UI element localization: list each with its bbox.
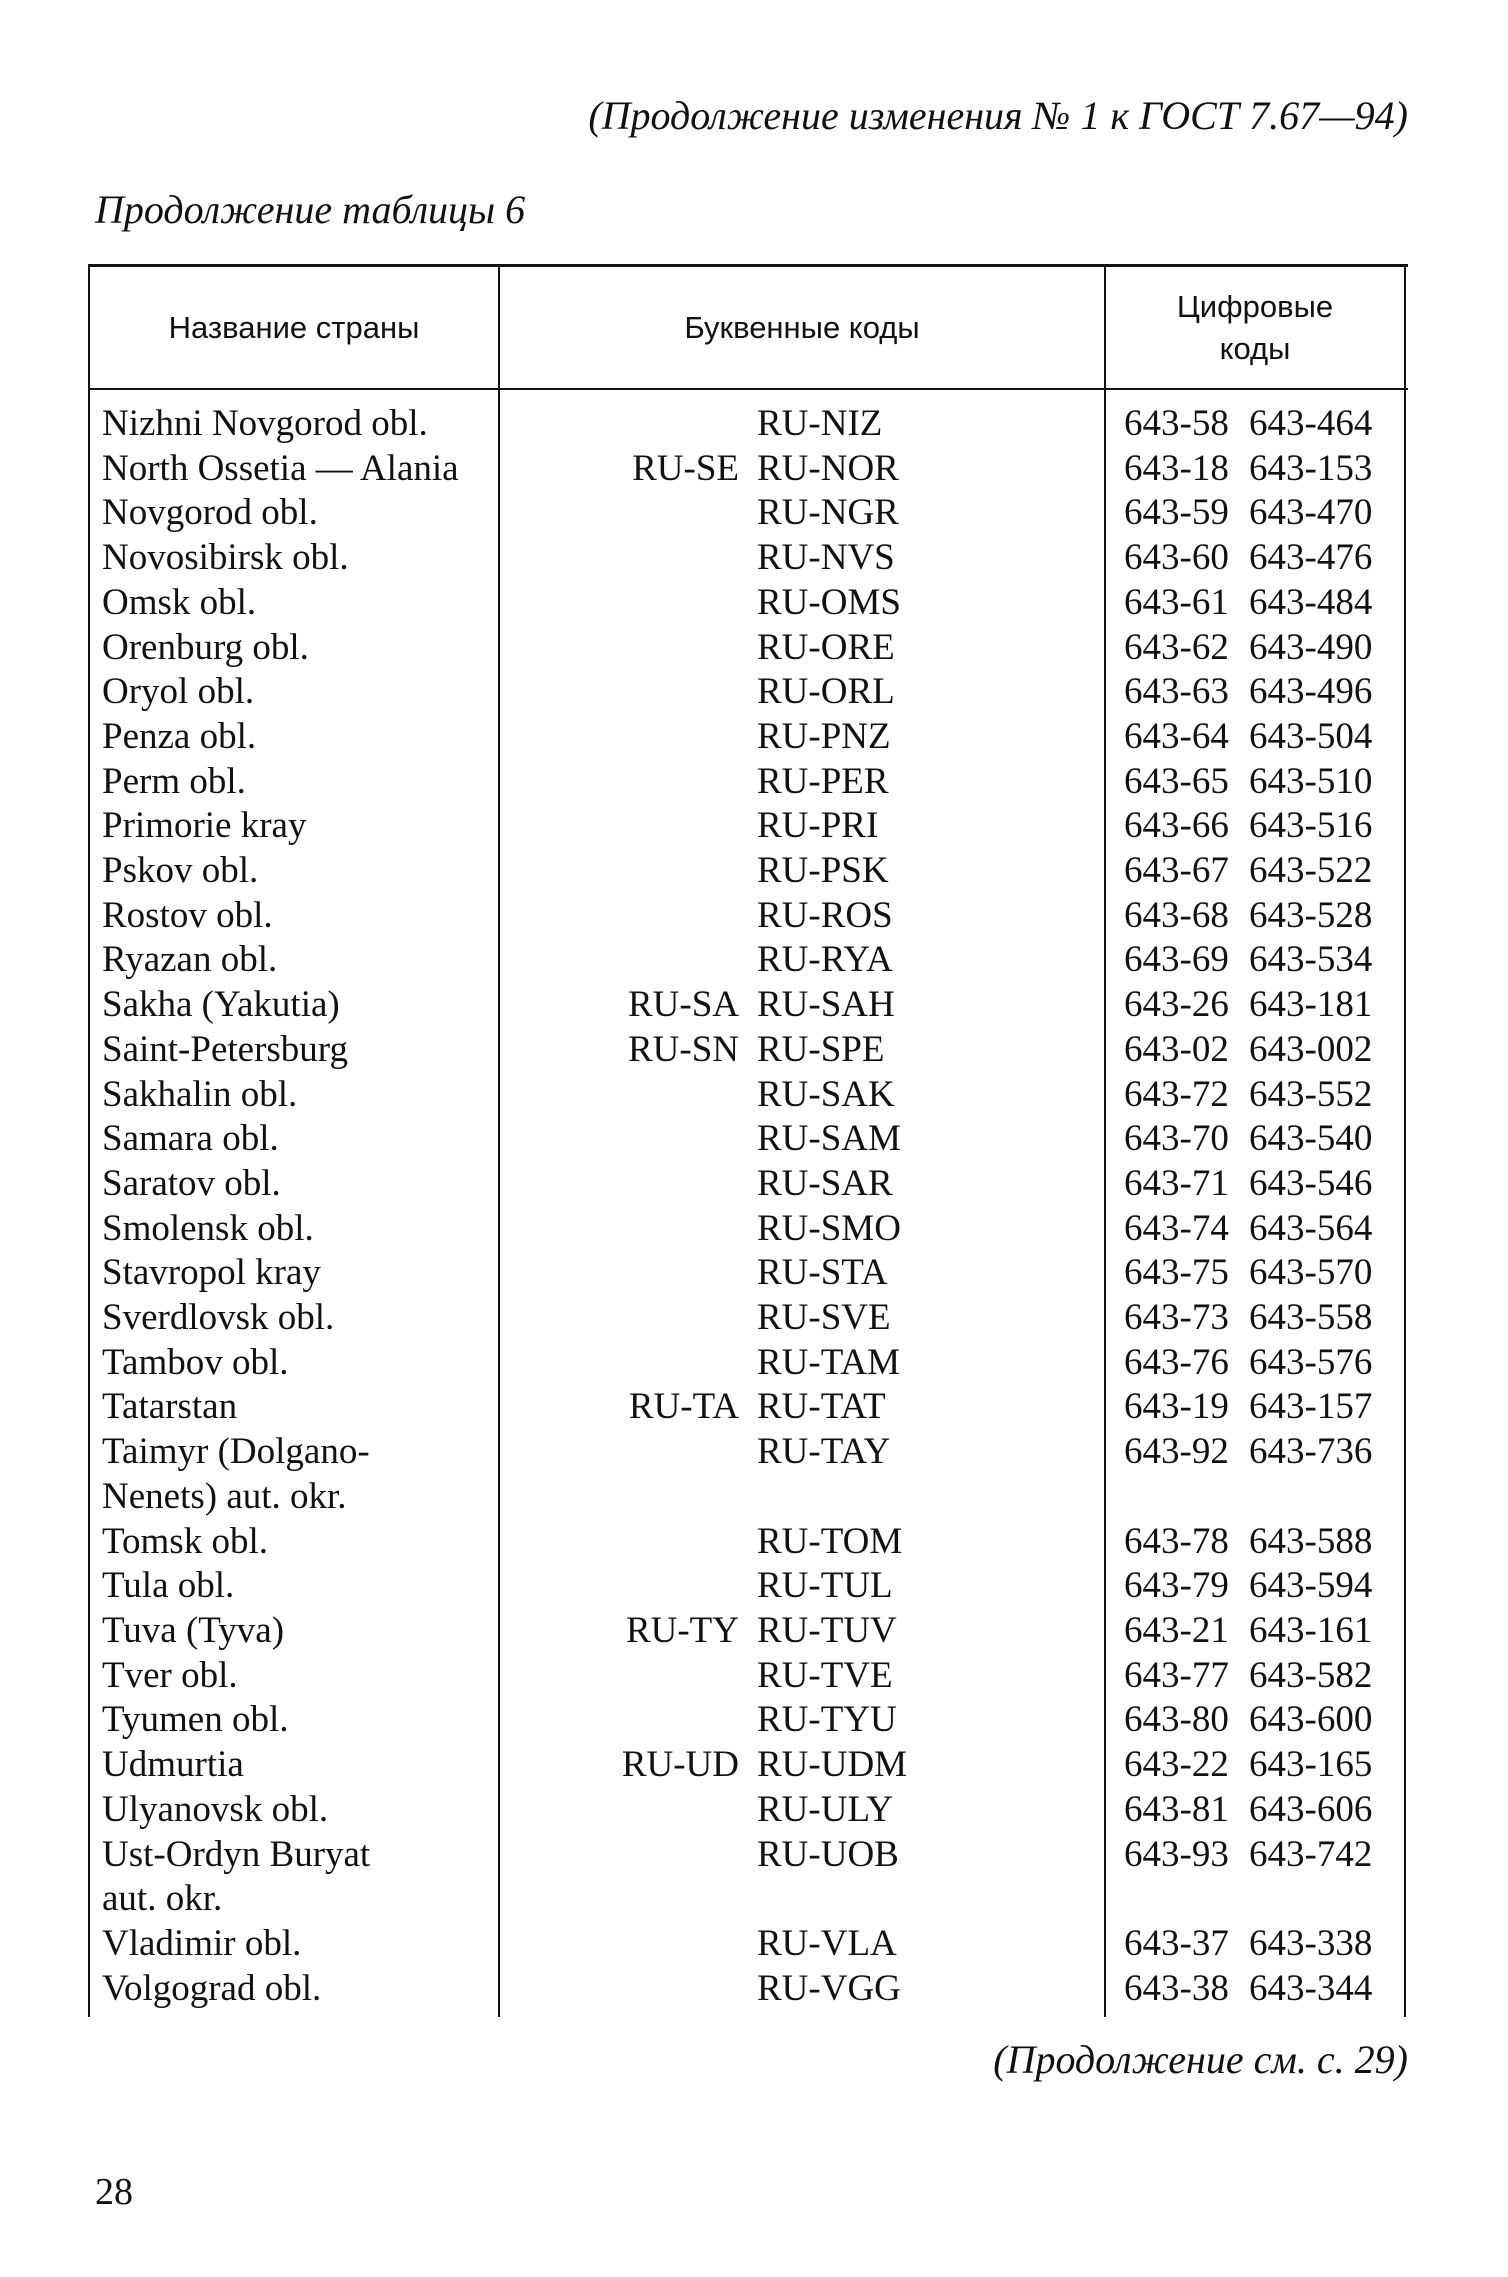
numeric-code-2: 643-564 [1249, 1207, 1373, 1249]
country-name: Udmurtia [102, 1744, 244, 1786]
alpha-code-2 [498, 1564, 753, 1609]
alpha-code-2 [498, 1698, 753, 1743]
alpha-code-2 [498, 1475, 753, 1520]
country-name: Ulyanovsk obl. [102, 1788, 329, 1830]
numeric-code-2: 643-588 [1249, 1520, 1373, 1562]
alpha-code-3: RU-ULY [757, 1788, 894, 1830]
table-row [88, 715, 1408, 760]
numeric-codes [1104, 1117, 1404, 1162]
alpha-code-3: RU-TUV [757, 1609, 897, 1651]
alpha-code-2 [498, 1117, 753, 1162]
table-subtitle: Продолжение таблицы 6 [95, 187, 526, 232]
numeric-codes [1104, 1296, 1404, 1341]
table-row [88, 1341, 1408, 1386]
alpha-code-2 [498, 1207, 753, 1252]
alpha-code-2 [498, 402, 753, 447]
alpha-code-2 [498, 581, 753, 626]
table-row [88, 938, 1408, 983]
numeric-code-1: 643-37 [1124, 1922, 1229, 1964]
table-row [88, 1296, 1408, 1341]
alpha-codes [498, 1654, 1104, 1699]
country-name: Omsk obl. [102, 581, 257, 623]
table-row [88, 760, 1408, 805]
country-name: Oryol obl. [102, 671, 255, 713]
numeric-code-2: 643-546 [1249, 1162, 1373, 1204]
numeric-codes [1104, 1073, 1404, 1118]
table-row [88, 894, 1408, 939]
alpha-codes [498, 1877, 1104, 1922]
numeric-code-2: 643-552 [1249, 1073, 1373, 1115]
alpha-code-2 [498, 1922, 753, 1967]
alpha-code-3: RU-TUL [757, 1565, 893, 1607]
alpha-code-2: RU-TY [625, 1609, 739, 1651]
numeric-code-1: 643-76 [1124, 1341, 1229, 1383]
numeric-codes [1104, 1743, 1404, 1788]
table-row [88, 1967, 1408, 2012]
numeric-code-1: 643-69 [1124, 939, 1229, 981]
table-row [88, 1520, 1408, 1565]
table-row [88, 1251, 1408, 1296]
numeric-codes [1104, 402, 1404, 447]
numeric-codes [1104, 1922, 1404, 1967]
continuation-header: (Продолжение изменения № 1 к ГОСТ 7.67—94) [588, 93, 1408, 138]
numeric-code-1: 643-93 [1124, 1833, 1229, 1875]
table-row [88, 983, 1408, 1028]
numeric-codes [1104, 491, 1404, 536]
table-row [88, 1073, 1408, 1118]
numeric-codes [1104, 1028, 1404, 1073]
numeric-code-2: 643-338 [1249, 1922, 1373, 1964]
numeric-code-2: 643-600 [1249, 1699, 1373, 1741]
numeric-code-2: 643-504 [1249, 715, 1373, 757]
alpha-codes [498, 894, 1104, 939]
alpha-code-3: RU-SPE [757, 1028, 885, 1070]
alpha-code-3: RU-RYA [757, 939, 893, 981]
alpha-code-3: RU-TAT [757, 1386, 886, 1428]
alpha-code-2: RU-UD [621, 1744, 739, 1786]
numeric-codes [1104, 1207, 1404, 1252]
alpha-code-2 [498, 626, 753, 671]
alpha-code-2 [498, 1654, 753, 1699]
alpha-code-2 [498, 1833, 753, 1878]
column-header-numeric-codes [1106, 267, 1404, 388]
country-name: Volgograd obl. [102, 1967, 322, 2009]
numeric-code-1: 643-81 [1124, 1788, 1229, 1830]
alpha-code-3: RU-PRI [757, 805, 879, 847]
numeric-code-2: 643-002 [1249, 1028, 1373, 1070]
country-name: Ryazan obl. [102, 939, 278, 981]
alpha-codes [498, 447, 1104, 492]
numeric-code-1: 643-22 [1124, 1744, 1229, 1786]
numeric-code-2: 643-736 [1249, 1431, 1373, 1473]
table-row [88, 849, 1408, 894]
numeric-codes [1104, 849, 1404, 894]
alpha-codes [498, 1967, 1104, 2012]
numeric-code-1: 643-67 [1124, 850, 1229, 892]
numeric-codes [1104, 1654, 1404, 1699]
numeric-code-2: 643-576 [1249, 1341, 1373, 1383]
country-name: Primorie kray [102, 805, 307, 847]
alpha-code-2 [498, 849, 753, 894]
alpha-code-3: RU-NIZ [757, 403, 883, 444]
page-number: 28 [95, 2171, 133, 2213]
numeric-codes [1104, 1520, 1404, 1565]
numeric-code-2: 643-742 [1249, 1833, 1373, 1875]
numeric-codes [1104, 1430, 1404, 1475]
table-row [88, 1698, 1408, 1743]
numeric-codes [1104, 1609, 1404, 1654]
alpha-codes [498, 626, 1104, 671]
alpha-codes [498, 1922, 1104, 1967]
alpha-code-3: RU-VGG [757, 1967, 901, 2009]
table-row [88, 626, 1408, 671]
alpha-code-2 [498, 1073, 753, 1118]
table-row [88, 1430, 1408, 1475]
country-name: Sverdlovsk obl. [102, 1297, 335, 1339]
numeric-code-1: 643-58 [1124, 403, 1229, 444]
country-name: Saratov obl. [102, 1162, 281, 1204]
numeric-code-2: 643-522 [1249, 850, 1373, 892]
numeric-code-1: 643-61 [1124, 581, 1229, 623]
country-name: Sakhalin obl. [102, 1073, 298, 1115]
country-name: Tuva (Tyva) [102, 1609, 285, 1651]
alpha-code-3: RU-ORL [757, 671, 895, 713]
table-row [88, 581, 1408, 626]
country-name: Tyumen obl. [102, 1699, 289, 1741]
numeric-code-2: 643-470 [1249, 492, 1373, 534]
alpha-codes [498, 1207, 1104, 1252]
alpha-code-3: RU-TAM [757, 1341, 900, 1383]
numeric-code-2: 643-540 [1249, 1118, 1373, 1160]
alpha-code-2 [498, 760, 753, 805]
numeric-code-2: 643-157 [1249, 1386, 1373, 1428]
alpha-code-2 [498, 1788, 753, 1833]
numeric-code-2: 643-570 [1249, 1252, 1373, 1294]
alpha-code-3: RU-SMO [757, 1207, 901, 1249]
alpha-code-2 [498, 1296, 753, 1341]
country-name: Samara obl. [102, 1118, 279, 1160]
alpha-code-3 [753, 1475, 1104, 1520]
numeric-code-1: 643-72 [1124, 1073, 1229, 1115]
alpha-codes [498, 983, 1104, 1028]
alpha-code-3: RU-STA [757, 1252, 888, 1294]
numeric-code-1: 643-63 [1124, 671, 1229, 713]
numeric-code-1: 643-18 [1124, 447, 1229, 489]
alpha-code-2: RU-SN [627, 1028, 739, 1070]
alpha-code-3 [753, 1877, 1104, 1922]
numeric-code-2: 643-606 [1249, 1788, 1373, 1830]
numeric-codes [1104, 760, 1404, 805]
country-name: Sakha (Yakutia) [102, 984, 340, 1026]
table-row [88, 1877, 1408, 1922]
country-name: Penza obl. [102, 715, 257, 757]
table-row [88, 402, 1408, 447]
numeric-codes [1104, 1967, 1404, 2012]
alpha-codes [498, 1296, 1104, 1341]
numeric-code-1: 643-19 [1124, 1386, 1229, 1428]
numeric-code-2: 643-490 [1249, 626, 1373, 668]
alpha-codes [498, 1162, 1104, 1207]
numeric-codes [1104, 1251, 1404, 1296]
numeric-code-1: 643-26 [1124, 984, 1229, 1026]
table-row [88, 1922, 1408, 1967]
alpha-codes [498, 1609, 1104, 1654]
table-row [88, 491, 1408, 536]
country-codes-table [88, 264, 1408, 2017]
alpha-code-3: RU-PER [757, 760, 889, 802]
numeric-code-1: 643-68 [1124, 894, 1229, 936]
column-header-country: Название страны [168, 309, 420, 345]
alpha-code-2: RU-TA [628, 1386, 739, 1428]
numeric-code-2: 643-464 [1249, 403, 1373, 444]
numeric-codes [1104, 715, 1404, 760]
alpha-code-3: RU-PSK [757, 850, 889, 892]
numeric-code-1: 643-66 [1124, 805, 1229, 847]
alpha-codes [498, 1475, 1104, 1520]
country-name: Smolensk obl. [102, 1207, 314, 1249]
numeric-code-1: 643-80 [1124, 1699, 1229, 1741]
numeric-code-2: 643-161 [1249, 1609, 1373, 1651]
alpha-code-3: RU-NGR [757, 492, 899, 534]
alpha-code-3: RU-TYU [757, 1699, 897, 1741]
numeric-codes [1104, 1385, 1404, 1430]
numeric-code-2: 643-476 [1249, 537, 1373, 579]
table-row [88, 1117, 1408, 1162]
alpha-code-3: RU-NVS [757, 537, 895, 579]
table-row [88, 1162, 1408, 1207]
alpha-code-3: RU-PNZ [757, 715, 891, 757]
table-row [88, 1788, 1408, 1833]
numeric-code-1: 643-73 [1124, 1297, 1229, 1339]
table-row [88, 447, 1408, 492]
table-row [88, 804, 1408, 849]
numeric-code-1: 643-74 [1124, 1207, 1229, 1249]
numeric-code-1: 643-38 [1124, 1967, 1229, 2009]
alpha-code-2 [498, 1162, 753, 1207]
alpha-code-2 [498, 804, 753, 849]
numeric-codes [1104, 938, 1404, 983]
alpha-codes [498, 402, 1104, 447]
alpha-code-3: RU-TVE [757, 1654, 893, 1696]
country-name: Tatarstan [102, 1386, 238, 1428]
alpha-code-2: RU-SE [632, 447, 739, 489]
numeric-codes [1104, 804, 1404, 849]
numeric-codes [1104, 447, 1404, 492]
country-name: Taimyr (Dolgano- [102, 1431, 370, 1473]
numeric-code-2: 643-558 [1249, 1297, 1373, 1339]
column-header-numeric-codes-text: Цифровые коды [1176, 288, 1334, 366]
alpha-code-3: RU-ORE [757, 626, 895, 668]
numeric-codes [1104, 1877, 1404, 1922]
alpha-codes [498, 760, 1104, 805]
numeric-code-2: 643-496 [1249, 671, 1373, 713]
numeric-code-1: 643-62 [1124, 626, 1229, 668]
header-rule [88, 388, 1408, 390]
country-name: Ust-Ordyn Buryat [102, 1833, 371, 1875]
alpha-codes [498, 938, 1104, 983]
numeric-codes [1104, 1564, 1404, 1609]
numeric-code-2: 643-516 [1249, 805, 1373, 847]
numeric-codes [1104, 1341, 1404, 1386]
alpha-codes [498, 1117, 1104, 1162]
alpha-code-3: RU-UOB [757, 1833, 899, 1875]
alpha-code-2 [498, 1341, 753, 1386]
alpha-code-3: RU-SAM [757, 1118, 901, 1160]
numeric-code-1: 643-92 [1124, 1431, 1229, 1473]
numeric-code-1: 643-70 [1124, 1118, 1229, 1160]
country-name: Perm obl. [102, 760, 246, 802]
alpha-code-3: RU-SAR [757, 1162, 893, 1204]
numeric-code-1: 643-21 [1124, 1609, 1229, 1651]
alpha-codes [498, 1385, 1104, 1430]
country-name: Nizhni Novgorod obl. [102, 403, 428, 444]
alpha-code-3: RU-SVE [757, 1297, 891, 1339]
numeric-code-2: 643-534 [1249, 939, 1373, 981]
alpha-codes [498, 1833, 1104, 1878]
numeric-codes [1104, 670, 1404, 715]
country-name: Tomsk obl. [102, 1520, 268, 1562]
alpha-code-3: RU-TOM [757, 1520, 903, 1562]
alpha-code-2: RU-SA [627, 984, 739, 1026]
table-row [88, 1385, 1408, 1430]
column-header-alpha-codes: Буквенные коды [684, 309, 920, 345]
numeric-code-2: 643-510 [1249, 760, 1373, 802]
numeric-code-2: 643-528 [1249, 894, 1373, 936]
numeric-code-2: 643-582 [1249, 1654, 1373, 1696]
alpha-code-2 [498, 536, 753, 581]
alpha-codes [498, 849, 1104, 894]
table-row [88, 1564, 1408, 1609]
alpha-codes [498, 581, 1104, 626]
alpha-code-2 [498, 938, 753, 983]
numeric-code-1: 643-59 [1124, 492, 1229, 534]
numeric-code-2: 643-153 [1249, 447, 1373, 489]
numeric-codes [1104, 1162, 1404, 1207]
numeric-codes [1104, 894, 1404, 939]
alpha-codes [498, 1788, 1104, 1833]
continuation-footer: (Продолжение см. с. 29) [993, 2037, 1408, 2082]
alpha-code-2 [498, 1967, 753, 2012]
country-name: Pskov obl. [102, 850, 259, 892]
numeric-code-1: 643-79 [1124, 1565, 1229, 1607]
table-row [88, 1654, 1408, 1699]
alpha-codes [498, 715, 1104, 760]
alpha-code-3: RU-SAK [757, 1073, 895, 1115]
alpha-codes [498, 1028, 1104, 1073]
alpha-codes [498, 670, 1104, 715]
numeric-code-1: 643-02 [1124, 1028, 1229, 1070]
country-name: Vladimir obl. [102, 1922, 302, 1964]
country-name: Tula obl. [102, 1565, 235, 1607]
table-row [88, 1833, 1408, 1878]
alpha-code-3: RU-VLA [757, 1922, 897, 1964]
alpha-codes [498, 1564, 1104, 1609]
alpha-code-2 [498, 1251, 753, 1296]
alpha-codes [498, 536, 1104, 581]
country-name: Saint-Petersburg [102, 1028, 348, 1070]
numeric-code-1: 643-75 [1124, 1252, 1229, 1294]
country-name: Tambov obl. [102, 1341, 289, 1383]
alpha-code-2 [498, 1520, 753, 1565]
alpha-codes [498, 1743, 1104, 1788]
table-row [88, 1475, 1408, 1520]
country-name: Novgorod obl. [102, 492, 318, 534]
alpha-code-2 [498, 491, 753, 536]
alpha-code-2 [498, 715, 753, 760]
alpha-codes [498, 1520, 1104, 1565]
numeric-code-2: 643-344 [1249, 1967, 1373, 2009]
numeric-codes [1104, 983, 1404, 1028]
numeric-code-2: 643-165 [1249, 1744, 1373, 1786]
numeric-code-1: 643-77 [1124, 1654, 1229, 1696]
alpha-codes [498, 804, 1104, 849]
numeric-code-1: 643-65 [1124, 760, 1229, 802]
table-row [88, 1028, 1408, 1073]
numeric-code-2: 643-594 [1249, 1565, 1373, 1607]
country-name: Stavropol kray [102, 1252, 321, 1294]
numeric-code-2: 643-484 [1249, 581, 1373, 623]
table-row [88, 1743, 1408, 1788]
alpha-code-2 [498, 1877, 753, 1922]
alpha-code-3: RU-SAH [757, 984, 895, 1026]
numeric-codes [1104, 581, 1404, 626]
alpha-codes [498, 1430, 1104, 1475]
table-row [88, 1609, 1408, 1654]
alpha-codes [498, 491, 1104, 536]
numeric-codes [1104, 1833, 1404, 1878]
table-row [88, 670, 1408, 715]
alpha-code-3: RU-UDM [757, 1744, 908, 1786]
numeric-codes [1104, 1698, 1404, 1743]
alpha-codes [498, 1251, 1104, 1296]
numeric-codes [1104, 1788, 1404, 1833]
numeric-codes [1104, 626, 1404, 671]
alpha-codes [498, 1341, 1104, 1386]
table-row [88, 536, 1408, 581]
alpha-code-3: RU-NOR [757, 447, 899, 489]
numeric-code-1: 643-64 [1124, 715, 1229, 757]
alpha-code-3: RU-OMS [757, 581, 901, 623]
country-name: Tver obl. [102, 1654, 238, 1696]
country-name: Novosibirsk obl. [102, 537, 349, 579]
alpha-code-3: RU-ROS [757, 894, 893, 936]
alpha-code-2 [498, 1430, 753, 1475]
country-name: Rostov obl. [102, 894, 273, 936]
country-name: aut. okr. [102, 1878, 223, 1920]
numeric-codes [1104, 1475, 1404, 1520]
country-name: North Ossetia — Alania [102, 447, 459, 489]
alpha-code-2 [498, 670, 753, 715]
numeric-code-1: 643-60 [1124, 537, 1229, 579]
numeric-code-2: 643-181 [1249, 984, 1373, 1026]
alpha-codes [498, 1698, 1104, 1743]
numeric-codes [1104, 536, 1404, 581]
alpha-codes [498, 1073, 1104, 1118]
numeric-code-1: 643-78 [1124, 1520, 1229, 1562]
country-name: Nenets) aut. okr. [102, 1475, 347, 1517]
alpha-code-2 [498, 894, 753, 939]
country-name: Orenburg obl. [102, 626, 309, 668]
numeric-code-1: 643-71 [1124, 1162, 1229, 1204]
table-row [88, 1207, 1408, 1252]
alpha-code-3: RU-TAY [757, 1431, 891, 1473]
table-body [88, 402, 1408, 2011]
